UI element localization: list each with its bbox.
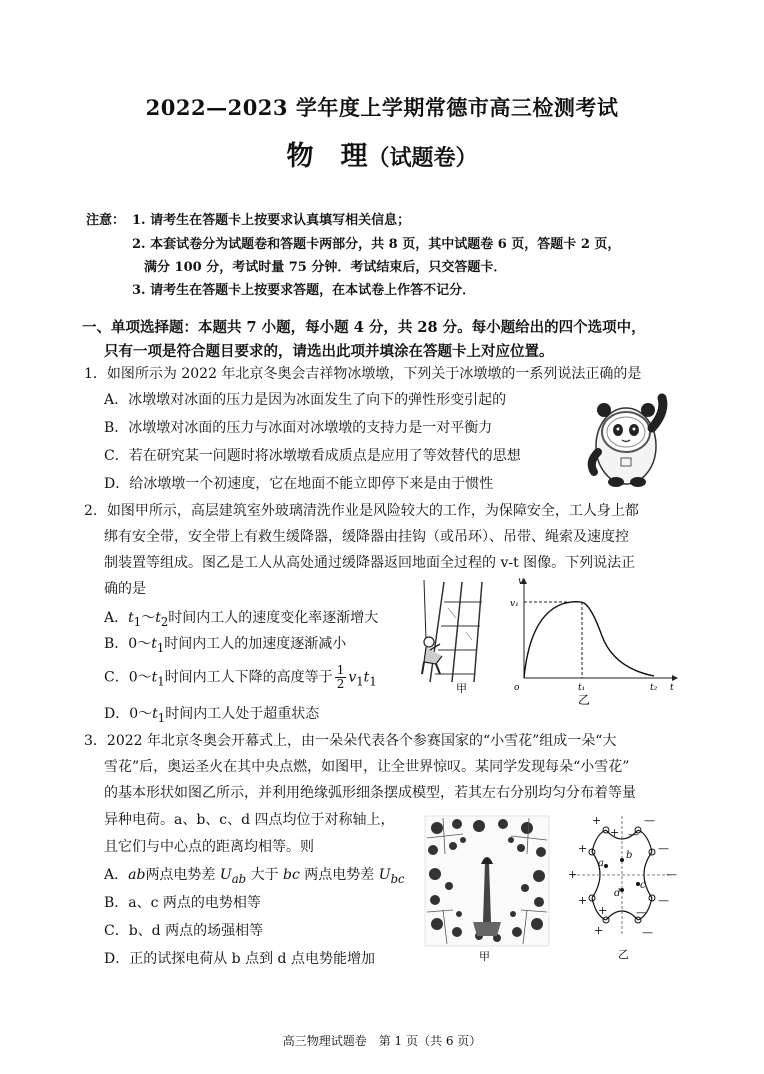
svg-text:—: — [658,842,669,855]
q2-graph-v1-label: v₁ [510,599,519,609]
svg-text:c: c [640,880,646,891]
q1-option-d: D．给冰墩墩一个初速度，它在地面不能立即停下来是由于惯性 [104,476,494,492]
q2-option-a: A．$t_1\sim t_2$时间内工人的速度变化率逐渐增大 [104,610,379,629]
q1-option-b: B．冰墩墩对冰面的压力与冰面对冰墩墩的支持力是一对平衡力 [104,420,493,436]
q3-stem-line5: 且它们与中心点的距离均相等。则 [104,839,314,855]
svg-text:b: b [626,850,633,861]
q2-vt-graph [510,576,685,706]
svg-text:+: + [598,904,608,917]
notice-item-2-cont: 满分 100 分，考试时量 75 分钟．考试结束后，只交答题卡． [144,260,507,275]
svg-text:+: + [594,924,604,937]
q3-option-c: C．b、d 两点的场强相等 [104,923,264,939]
exam-title: 2022—2023 学年度上学期常德市高三检测考试 [145,95,619,120]
q2-stem-line2: 绑有安全带，安全带上有救生缓降器，缓降器由挂钩（或吊环）、吊带、绳索及速度控 [104,529,629,545]
svg-text:—: — [628,828,639,841]
page-footer: 高三物理试题卷 第 1 页（共 6 页） [282,1034,482,1048]
q3-option-a: A．ab两点电势差 $U_{ab}$ 大于 bc 两点电势差 $U_{bc}$ [104,867,405,886]
q1-option-a: A．冰墩墩对冰面的压力是因为冰面发生了向下的弹性形变引起的 [104,392,507,408]
svg-text:+: + [578,842,588,855]
q2-option-d: D．$0\sim t_1$时间内工人处于超重状态 [104,706,320,725]
q2-stem-line1: 2．如图甲所示，高层建筑室外玻璃清洗作业是风险较大的工作，为保障安全，工人身上都 [84,503,639,519]
svg-text:+: + [568,868,578,881]
q2-vt-curve [524,602,654,678]
q3-option-a-text: 两点电势差 [145,867,216,883]
q3-stem-line2: 雪花”后，奥运圣火在其中央点燃，如图甲，让全世界惊叹。某同学发现每朵“小雪花” [104,759,630,775]
notice-item-1: 1. 请考生在答题卡上按要求认真填写相关信息； [132,213,411,228]
q1-stem: 1．如图所示为 2022 年北京冬奥会吉祥物冰墩墩，下列关于冰墩墩的一系列说法正确的是 [84,366,642,382]
q2-graph-v-label: v [518,576,524,587]
section-header-line1: 一、单项选择题：本题共 7 小题，每小题 4 分，共 28 分。每小题给出的四个选项中， [82,319,646,336]
q2-fig-yi-label: 乙 [578,693,591,706]
q2-graph-t2-label: t₂ [650,683,658,693]
q2-option-a-text: 时间内工人的速度变化率逐渐增大 [168,610,379,626]
q2-option-b: B．$0\sim t_1$时间内工人的加速度逐渐减小 [104,636,347,655]
q2-option-c: C．$0\sim t_1$时间内工人下降的高度等于 $\frac{1}{2}$ $v_1t_1$ [104,663,377,691]
q3-fig-yi-label: 乙 [618,948,629,961]
subject-name: 物 理 [286,141,368,172]
svg-text:+: + [592,814,602,827]
q3-stem-line4: 异种电荷。a、b、c、d 四点均位于对称轴上， [104,812,395,828]
q2-option-d-text: 时间内工人处于超重状态 [165,706,320,722]
svg-text:+: + [578,894,588,907]
q3-option-d: D．正的试探电荷从 b 点到 d 点电势能增加 [104,951,375,967]
subject-title [0,134,764,173]
svg-text:—: — [658,894,669,907]
q3-figure-snowflake-photo [423,814,551,964]
q3-stem-line3: 的基本形状如图乙所示，并利用绝缘弧形细条摆成模型，若其左右分别均匀分布着等量 [104,785,636,801]
q3-figure-charge-model [562,812,682,964]
q2-graph-origin-label: o [514,683,520,693]
q2-graph-t-label: t [670,683,674,693]
svg-text:—: — [644,814,655,827]
q2-graph-t1-label: t₁ [578,683,586,693]
q2-figure-worker [416,578,506,694]
notice-item-3: 3. 请考生在答题卡上按要求答题，在本试卷上作答不记分． [132,283,476,298]
notice-label: 注意： [86,213,126,228]
q2-option-c-text: 时间内工人下降的高度等于 [164,669,333,686]
q2-stem-line4: 确的是 [104,581,146,597]
q2-stem-line3: 制装置等组成。图乙是工人从高处通过缓降器返回地面全过程的 v-t 图像。下列说法正 [104,555,636,571]
svg-text:a: a [598,858,604,869]
fraction-one-half: $\frac{1}{2}$ [336,663,345,691]
mascot-illustration [580,388,675,488]
q2-option-b-text: 时间内工人的加速度逐渐减小 [164,636,347,652]
svg-text:—: — [642,926,653,939]
q2-fig-jia-label: 甲 [456,682,467,694]
svg-text:—: — [636,906,647,919]
q3-option-b: B．a、c 两点的电势相等 [104,895,261,911]
q3-fig-jia-label: 甲 [479,950,490,963]
q3-stem-line1: 3．2022 年北京冬奥会开幕式上，由一朵朵代表各个参赛国家的“小雪花”组成一朵“大 [84,733,617,749]
subject-paren: （试题卷） [367,145,478,171]
svg-text:—: — [666,868,677,881]
section-header-line2: 只有一项是符合题目要求的，请选出此项并填涂在答题卡上对应位置。 [104,343,554,360]
svg-text:+: + [610,826,620,839]
notice-item-2: 2. 本套试卷分为试题卷和答题卡两部分，共 8 页，其中试题卷 6 页，答题卡 2 页， [132,237,621,252]
svg-text:d: d [614,888,621,899]
q1-option-c: C．若在研究某一问题时将冰墩墩看成质点是应用了等效替代的思想 [104,448,521,464]
